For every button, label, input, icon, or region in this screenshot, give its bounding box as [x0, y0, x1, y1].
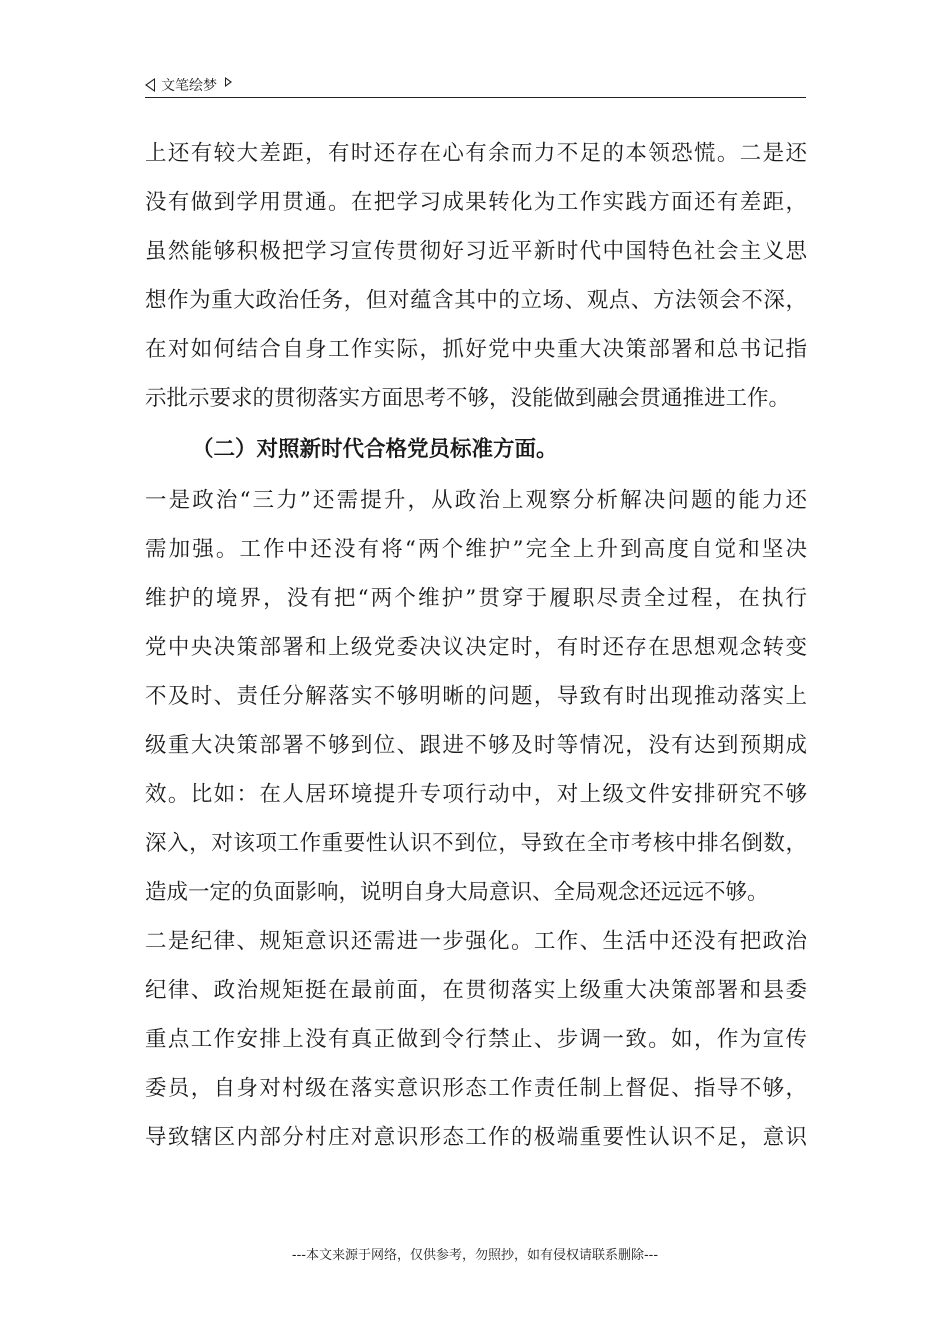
- text-line: 造成一定的负面影响，说明自身大局意识、全局观念还远远不够。: [145, 880, 769, 905]
- text-line: 虽然能够积极把学习宣传贯彻好习近平新时代中国特色社会主义思: [145, 239, 807, 264]
- text-line: 不及时、责任分解落实不够明晰的问题，导致有时出现推动落实上: [145, 684, 807, 709]
- text-line: 党中央决策部署和上级党委决议决定时，有时还存在思想观念转变: [145, 635, 807, 660]
- triangle-right-icon: [225, 77, 232, 87]
- text-line: 二是纪律、规矩意识还需进一步强化。工作、生活中还没有把政治: [145, 929, 807, 954]
- text-line: 委员，自身对村级在落实意识形态工作责任制上督促、指导不够，: [145, 1076, 807, 1101]
- text-line: 效。比如：在人居环境提升专项行动中，对上级文件安排研究不够: [145, 782, 807, 807]
- text-line: 上还有较大差距，有时还存在心有余而力不足的本领恐慌。二是还: [145, 141, 807, 166]
- footer-disclaimer: ---本文来源于网络，仅供参考，勿照抄，如有侵权请联系删除---: [291, 1248, 659, 1263]
- text-line: 级重大决策部署不够到位、跟进不够及时等情况，没有达到预期成: [145, 733, 807, 758]
- document-body: [145, 129, 807, 1162]
- text-line: 一是政治“三力”还需提升，从政治上观察分析解决问题的能力还: [145, 488, 807, 513]
- text-line: 没有做到学用贯通。在把学习成果转化为工作实践方面还有差距，: [145, 190, 807, 215]
- text-line: 纪律、政治规矩挺在最前面，在贯彻落实上级重大决策部署和县委: [145, 978, 807, 1003]
- text-line: 深入，对该项工作重要性认识不到位，导致在全市考核中排名倒数，: [145, 831, 807, 856]
- header-divider: [145, 97, 806, 98]
- text-line: 在对如何结合自身工作实际，抓好党中央重大决策部署和总书记指: [145, 337, 807, 362]
- page-header: [145, 72, 806, 98]
- triangle-left-icon: [145, 78, 155, 92]
- text-line: 重点工作安排上没有真正做到令行禁止、步调一致。如，作为宣传: [145, 1027, 807, 1052]
- text-line: 示批示要求的贯彻落实方面思考不够，没能做到融会贯通推进工作。: [145, 386, 791, 411]
- text-line: 导致辖区内部分村庄对意识形态工作的极端重要性认识不足，意识: [145, 1125, 807, 1150]
- text-line: 维护的境界，没有把“两个维护”贯穿于履职尽责全过程，在执行: [145, 586, 807, 611]
- text-line: 需加强。工作中还没有将“两个维护”完全上升到高度自觉和坚决: [145, 537, 807, 562]
- section-heading: （二）对照新时代合格党员标准方面。: [192, 437, 558, 462]
- text-line: 想作为重大政治任务，但对蕴含其中的立场、观点、方法领会不深，: [145, 288, 807, 313]
- header-title: 文笔绘梦: [161, 78, 217, 94]
